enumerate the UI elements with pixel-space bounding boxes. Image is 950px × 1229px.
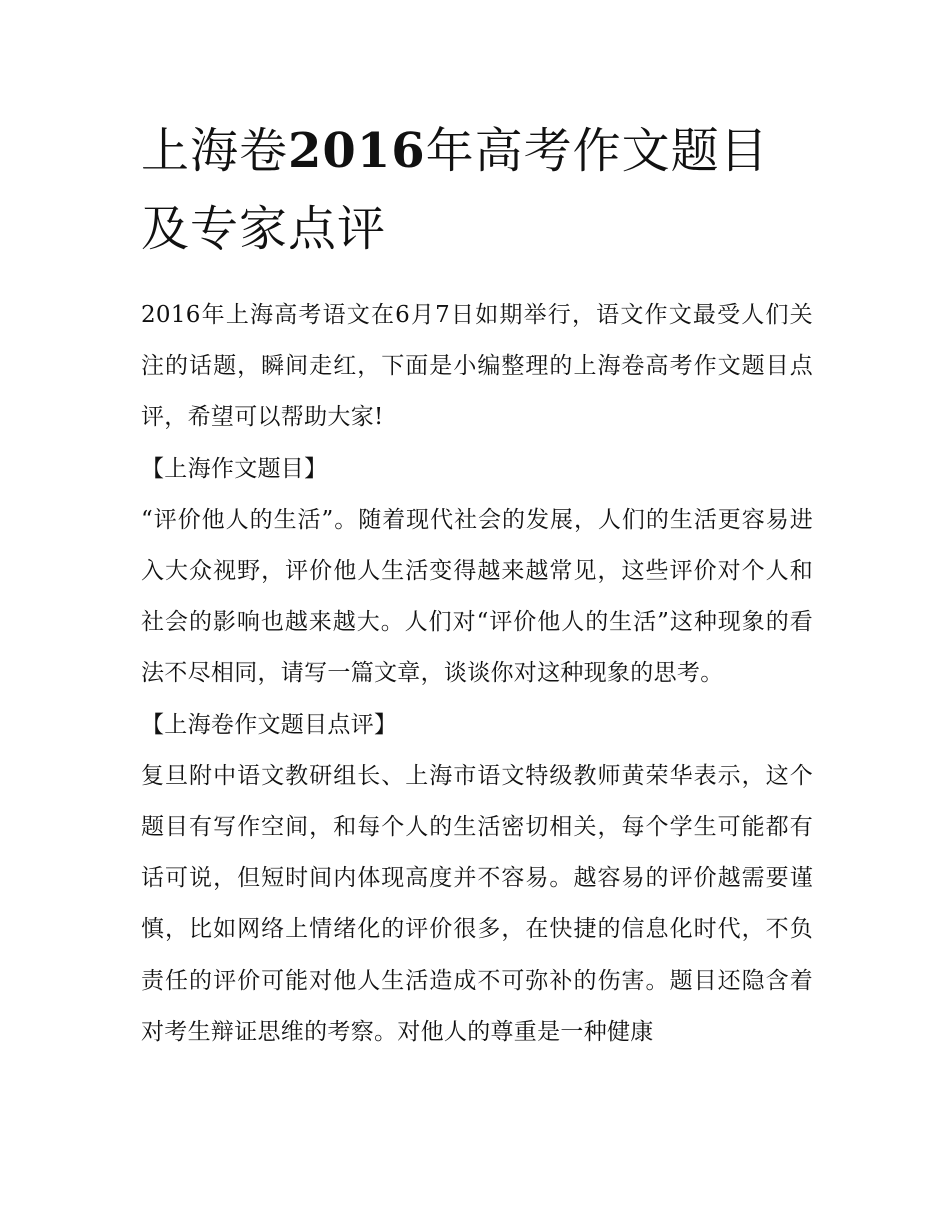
document-content	[141, 112, 813, 1058]
section-heading-topic: 【上海作文题目】	[141, 455, 328, 482]
title-year: 2016	[288, 123, 426, 179]
intro-paragraph: 2016年上海高考语文在6月7日如期举行，语文作文最受人们关注的话题，瞬间走红，下面是小编整理的上海卷高考作文题目点评，希望可以帮助大家!	[141, 302, 813, 431]
title-prefix: 上海卷	[141, 123, 289, 179]
document-title	[141, 112, 813, 268]
document-body	[141, 290, 813, 1058]
title-suffix: 年高考作文题目及专家点评	[141, 123, 769, 257]
review-paragraph: 复旦附中语文教研组长、上海市语文特级教师黄荣华表示，这个题目有写作空间，和每个人的生活密切相关，每个学生可能都有话可说，但短时间内体现高度并不容易。越容易的评价越需要谨慎，比如网络上情绪化的评价很多，在快捷的信息化时代，不负责任的评价可能对他人生活造成不可弥补的伤害。题目还隐含着对考生辩证思维的考察。对他人的尊重是一种健康	[141, 762, 813, 1045]
section-heading-review: 【上海卷作文题目点评】	[141, 711, 398, 738]
topic-paragraph: “评价他人的生活”。随着现代社会的发展，人们的生活更容易进入大众视野，评价他人生活变得越来越常见，这些评价对个人和社会的影响也越来越大。人们对“评价他人的生活”这种现象的看法不尽相同，请写一篇文章，谈谈你对这种现象的思考。	[141, 506, 813, 687]
